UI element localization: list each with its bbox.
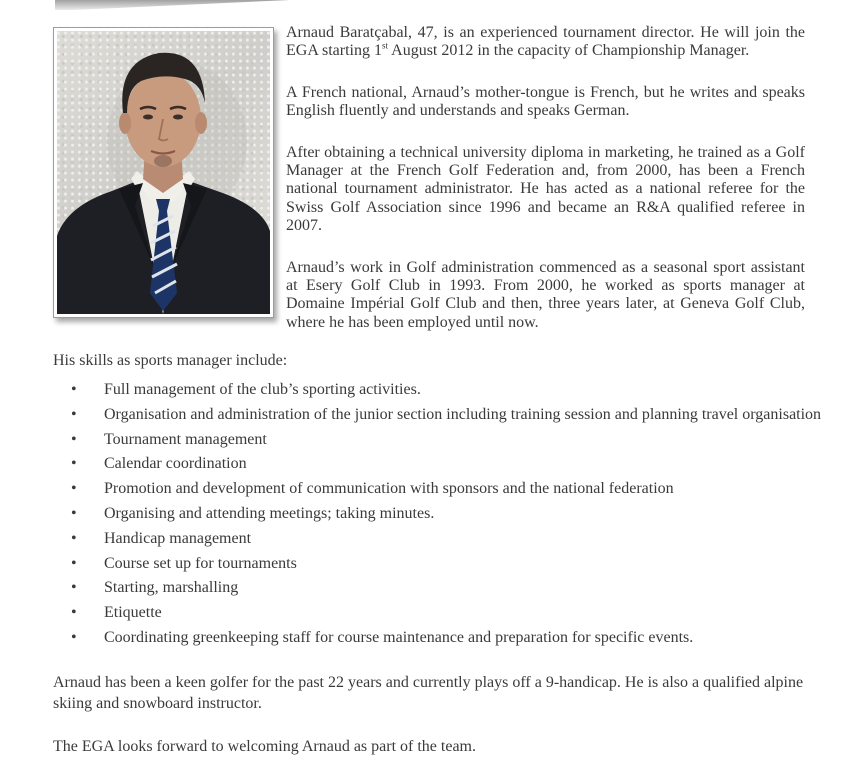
- list-item: [53, 528, 823, 553]
- list-item-text: Handicap management: [104, 529, 252, 547]
- list-item-text: Promotion and development of communication with sponsors and the national federation: [104, 480, 674, 498]
- bio-paragraph-4: Arnaud’s work in Golf administration commenced as a seasonal sport assistant at Esery Golf Club in 1993. From 2000, he worked as sports manager at Domaine Impérial Golf Club and then, three years later, at Geneva Golf Club, where he has been employed until now.: [286, 258, 805, 331]
- list-item: [53, 577, 823, 602]
- bio-paragraph-2: A French national, Arnaud’s mother-tongue is French, but he writes and speaks English fluently and understands and speaks German.: [286, 83, 805, 120]
- bio-paragraph-1-text-b: August 2012 in the capacity of Championship Manager.: [388, 42, 750, 60]
- bio-paragraph-1: [286, 24, 805, 61]
- list-item-text: Course set up for tournaments: [104, 554, 297, 572]
- list-item: [53, 404, 823, 429]
- list-item-text: Starting, marshalling: [104, 579, 239, 597]
- list-item-text: Calendar coordination: [104, 455, 247, 473]
- portrait-photo: [57, 31, 270, 314]
- list-item-text: Full management of the club’s sporting activities.: [104, 381, 421, 398]
- list-item-text: Etiquette: [104, 604, 162, 622]
- bio-paragraph-1-text-a: Arnaud Baratçabal, 47, is an experienced tournament director. He will join the EGA starting 1: [286, 24, 805, 60]
- list-item: [53, 503, 823, 528]
- list-item: [53, 553, 823, 578]
- list-item: [53, 379, 823, 404]
- portrait-photo-frame: [53, 27, 274, 318]
- bio-paragraph-1-superscript: st: [382, 41, 389, 52]
- bullet: •: [71, 480, 77, 498]
- biography-intro: [286, 24, 805, 332]
- list-item: [53, 453, 823, 478]
- bullet: •: [71, 579, 77, 597]
- list-item: [53, 602, 823, 627]
- bullet: •: [71, 405, 77, 423]
- bullet: •: [71, 455, 77, 473]
- list-item-text: Organising and attending meetings; taking minutes.: [104, 504, 435, 522]
- list-item-text: Organisation and administration of the junior section including training session and planning travel organisation: [104, 405, 822, 423]
- final-sentence: The EGA looks forward to welcoming Arnaud as part of the team.: [53, 738, 476, 755]
- decorative-header-rule: [55, 0, 290, 10]
- bullet: •: [71, 628, 77, 646]
- bullet: •: [71, 554, 77, 572]
- bullet: •: [71, 604, 77, 622]
- list-item-text: Coordinating greenkeeping staff for course maintenance and preparation for specific events.: [104, 628, 694, 646]
- portrait-illustration: [57, 31, 270, 314]
- list-item: [53, 478, 823, 503]
- bullet: •: [71, 529, 77, 547]
- bullet: •: [71, 381, 77, 398]
- bullet: •: [71, 504, 77, 522]
- list-item: [53, 627, 823, 652]
- list-item: [53, 429, 823, 454]
- list-item-text: Tournament management: [104, 430, 267, 448]
- bullet: •: [71, 430, 77, 448]
- closing-paragraph: Arnaud has been a keen golfer for the past 22 years and currently plays off a 9-handicap. He is also a qualified alpine skiing and snowboard instructor.: [53, 674, 804, 712]
- skills-list: [53, 379, 823, 652]
- skills-heading: His skills as sports manager include:: [53, 352, 288, 369]
- bio-paragraph-3: After obtaining a technical university diploma in marketing, he trained as a Golf Manager at the French Golf Federation and, from 2000, has been a French national tournament administrator. He has acted as a national referee for the Swiss Golf Association since 1996 and became an R&A qualified referee in 2007.: [286, 143, 805, 235]
